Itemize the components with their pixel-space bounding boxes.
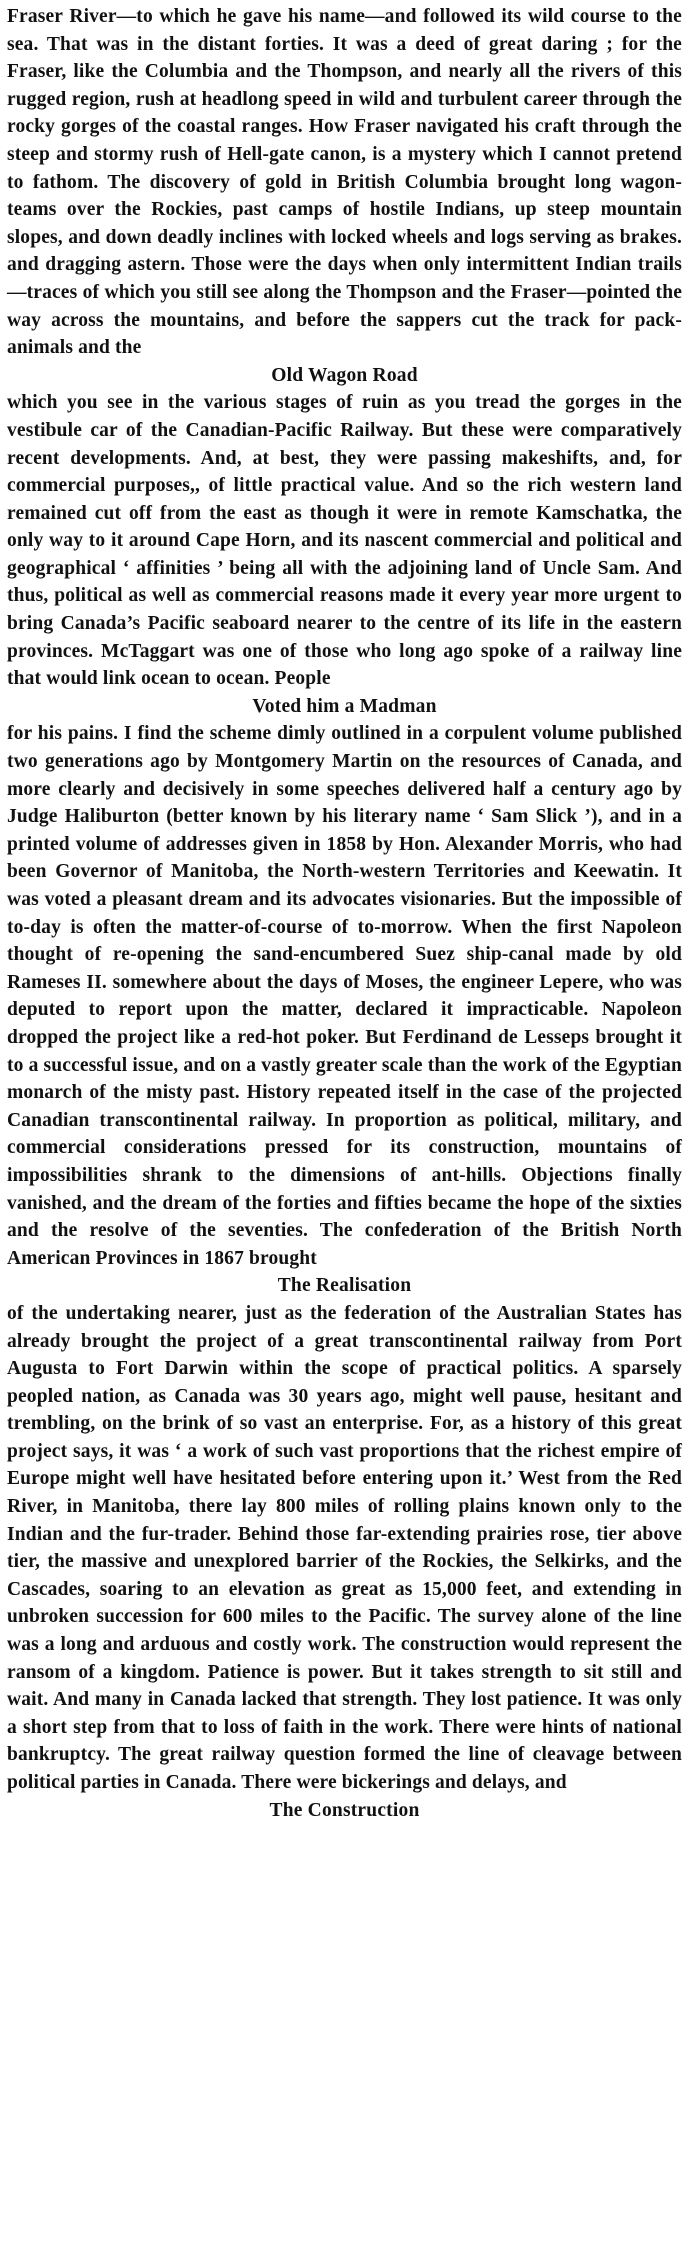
paragraph-undertaking: of the undertaking nearer, just as the federation of the Australian States has already brought the project of a great transcontinental railway from Port Augusta to Fort Darwin within the scope of practical politics. A sparsely peopled nation, as Canada was 30 years ago, might well pause, hesitant and trembling, on the brink of so vast an enterprise. For, as a history of this great project says, it was ‘ a work of such vast proportions that the richest empire of Europe might well have hesitated before entering upon it.’ West from the Red River, in Manitoba, there lay 800 miles of rolling plains known only to the Indian and the fur-trader. Behind those far-extending prairies rose, tier above tier, the massive and unexplored barrier of the Rockies, the Selkirks, and the Cascades, soaring to an elevation as great as 15,000 feet, and extending in unbroken succession for 600 miles to the Pacific. The survey alone of the line was a long and arduous and costly work. The construction would represent the ransom of a kingdom. Patience is power. But it takes strength to sit still and wait. And many in Canada lacked that strength. They lost patience. It was only a short step from that to loss of faith in the work. There were hints of national bankruptcy. The great railway question formed the line of cleavage between political parties in Canada. There were bickerings and delays, and [7, 1302, 682, 1793]
paragraph-canadian-pacific: which you see in the various stages of ruin as you tread the gorges in the vestibule car of the Canadian-Pacific Railway. But these were comparatively recent developments. And, at best, they were passing makeshifts, and, for commercial purposes,, of little practical value. And so the rich western land remained cut off from the east as though it were in remote Kamschatka, the only way to it around Cape Horn, and its nascent commercial and political and geographical ‘ affinities ’ being all with the adjoining land of Uncle Sam. And thus, political as well as commercial reasons made it every year more urgent to bring Canada’s Pacific seaboard nearer to the centre of its life in the eastern provinces. McTaggart was one of those who long ago spoke of a railway line that would link ocean to ocean. People [7, 392, 682, 690]
subheading-realisation: The Realisation [277, 1275, 412, 1297]
subheading-voted-madman: Voted him a Madman [252, 695, 437, 717]
paragraph-scheme-outlined: for his pains. I find the scheme dimly outlined in a corpulent volume published two generations ago by Montgomery Martin on the resources of Canada, and more clearly and decisively in some speeches delivered half a century ago by Judge Haliburton (better known by his literary name ‘ Sam Slick ’), and in a printed volume of addresses given in 1858 by Hon. Alexander Morris, who had been Governor of Manitoba, the North-western Territories and Keewatin. It was voted a pleasant dream and its advocates visionaries. But the impossible of to-day is often the matter-of-course of to-morrow. When the first Napoleon thought of re-opening the sand-encumbered Suez ship-canal made by old Rameses II. somewhere about the days of Moses, the engineer Lepere, who was deputed to report upon the matter, declared it impracticable. Napoleon dropped the project like a red-hot poker. But Ferdinand de Lesseps brought it to a successful issue, and on a vastly greater scale than the work of the Egyptian monarch of the misty past. History repeated itself in the case of the projected Canadian transcontinental railway. In proportion as political, military, and commercial considerations pressed for its construction, mountains of impossibilities shrank to the dimensions of ant-hills. Objections finally vanished, and the dream of the forties and fifties became the hope of the sixties and the resolve of the seventies. The confederation of the British North American Provinces in 1867 brought [7, 723, 682, 1269]
paragraph-fraser-river: Fraser River—to which he gave his name—and followed its wild course to the sea. That was in the distant forties. It was a deed of great daring ; for the Fraser, like the Columbia and the Thompson, and nearly all the rivers of this rugged region, rush at headlong speed in wild and turbulent career through the rocky gorges of the coastal ranges. How Fraser navigated his craft through the steep and stormy rush of Hell-gate canon, is a mystery which I cannot pretend to fathom. The discovery of gold in British Columbia brought long wagon-teams over the Rockies, past camps of hostile Indians, up steep mountain slopes, and down deadly inclines with locked wheels and logs serving as brakes. and dragging astern. Those were the days when only intermittent Indian trails—traces of which you still see along the Thompson and the Fraser—pointed the way across the mountains, and before the sappers cut the track for pack-animals and the [7, 6, 682, 359]
subheading-construction: The Construction [269, 1799, 420, 1821]
subheading-old-wagon-road: Old Wagon Road [271, 364, 418, 386]
